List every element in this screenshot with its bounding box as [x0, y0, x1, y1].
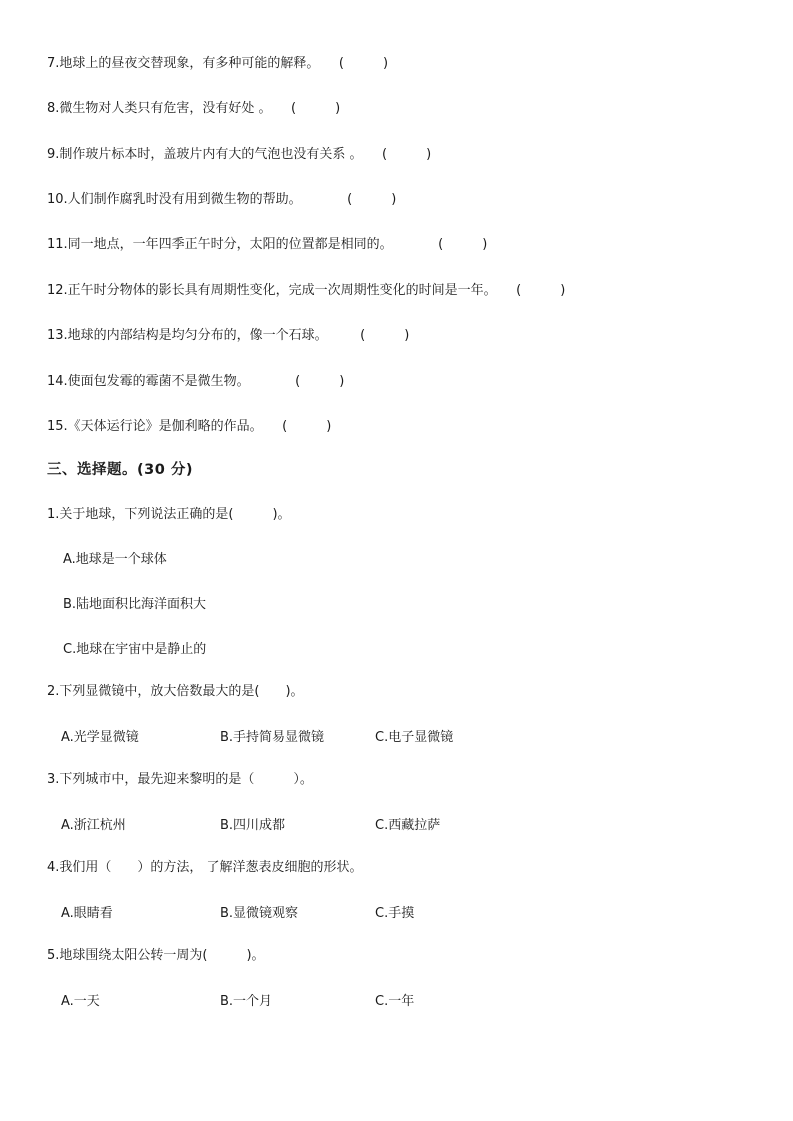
section-heading: 三、选择题。(30 分) — [47, 462, 193, 478]
judgment-item-14: 14.使面包发霉的霉菌不是微生物。 ( ) — [47, 374, 345, 389]
question-3-option-a: A.浙江杭州 — [61, 818, 126, 833]
question-5-option-a: A.一天 — [61, 994, 100, 1009]
judgment-item-9: 9.制作玻片标本时，盖玻片内有大的气泡也没有关系 。 ( ) — [47, 147, 432, 162]
judgment-item-8: 8.微生物对人类只有危害，没有好处 。 ( ) — [47, 101, 341, 116]
question-2-stem: 2.下列显微镜中，放大倍数最大的是( )。 — [47, 684, 304, 699]
question-1-option-b: B.陆地面积比海洋面积大 — [63, 597, 207, 612]
question-2-option-c: C.电子显微镜 — [375, 730, 454, 745]
question-4-option-b: B.显微镜观察 — [220, 906, 299, 921]
question-3-option-c: C.西藏拉萨 — [375, 818, 441, 833]
question-2-option-a: A.光学显微镜 — [61, 730, 139, 745]
judgment-item-10: 10.人们制作腐乳时没有用到微生物的帮助。 ( ) — [47, 192, 397, 207]
judgment-item-11: 11.同一地点，一年四季正午时分，太阳的位置都是相同的。 ( ) — [47, 237, 488, 252]
judgment-item-12: 12.正午时分物体的影长具有周期性变化，完成一次周期性变化的时间是一年。 ( ) — [47, 283, 566, 298]
question-1-option-c: C.地球在宇宙中是静止的 — [63, 642, 207, 657]
question-4-option-a: A.眼睛看 — [61, 906, 113, 921]
question-5-option-c: C.一年 — [375, 994, 415, 1009]
judgment-item-13: 13.地球的内部结构是均匀分布的，像一个石球。 ( ) — [47, 328, 410, 343]
judgment-item-15: 15.《天体运行论》是伽利略的作品。 ( ) — [47, 419, 332, 434]
question-5-option-b: B.一个月 — [220, 994, 273, 1009]
question-1-option-a: A.地球是一个球体 — [63, 552, 167, 567]
question-4-stem: 4.我们用（ ）的方法， 了解洋葱表皮细胞的形状。 — [47, 860, 363, 875]
question-4-option-c: C.手摸 — [375, 906, 415, 921]
judgment-item-7: 7.地球上的昼夜交替现象，有多种可能的解释。 ( ) — [47, 56, 389, 71]
question-5-stem: 5.地球围绕太阳公转一周为( )。 — [47, 948, 265, 963]
question-2-option-b: B.手持简易显微镜 — [220, 730, 325, 745]
question-3-option-b: B.四川成都 — [220, 818, 286, 833]
question-1-stem: 1.关于地球，下列说法正确的是( )。 — [47, 507, 291, 522]
question-3-stem: 3.下列城市中，最先迎来黎明的是（ ）。 — [47, 772, 313, 787]
